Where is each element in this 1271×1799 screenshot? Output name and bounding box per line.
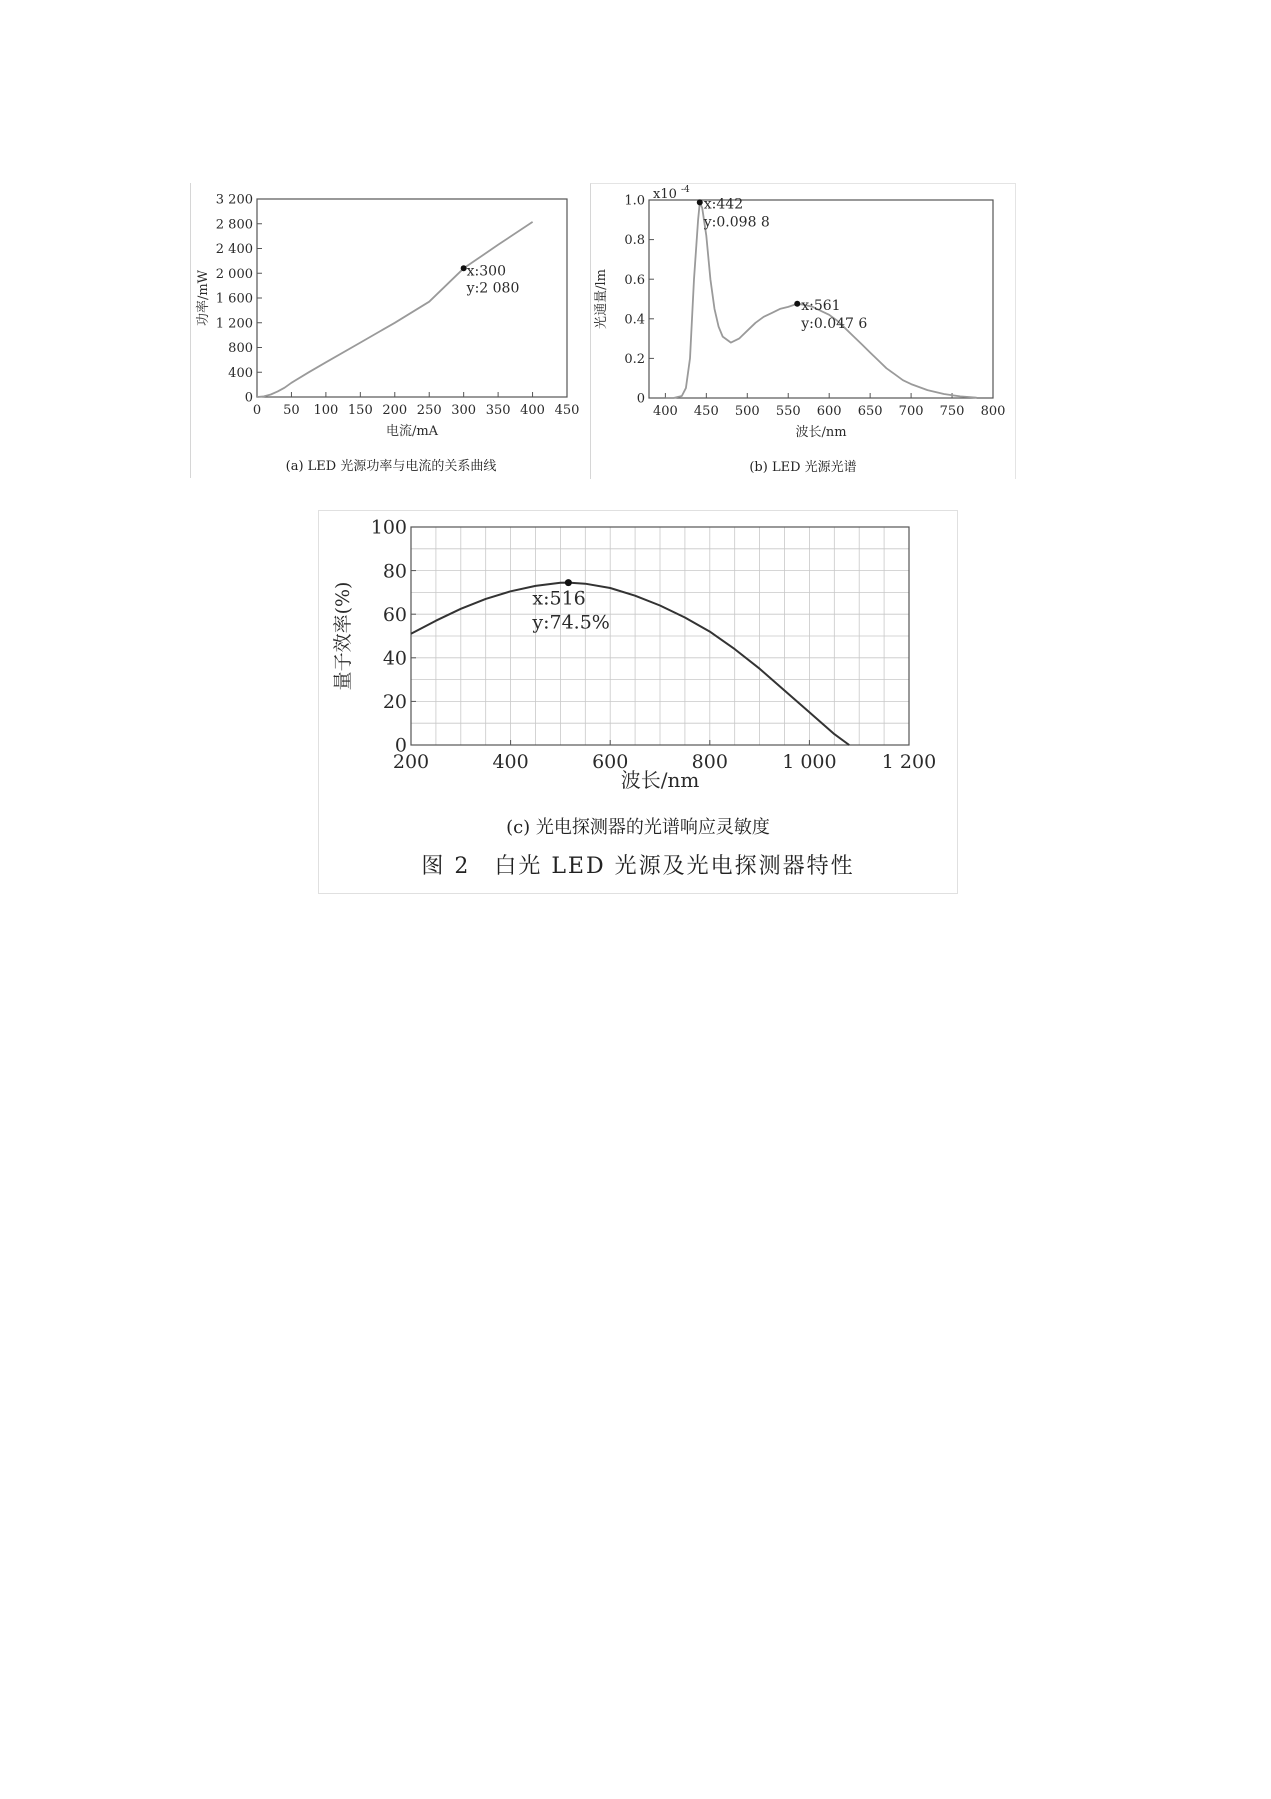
- annotation-y-label: y:74.5%: [532, 611, 610, 634]
- y-tick-label: 0: [244, 390, 253, 406]
- y-tick-label: 400: [228, 365, 253, 381]
- y-tick-label: 2 400: [215, 242, 253, 258]
- x-tick-label: 200: [392, 751, 430, 773]
- y-tick-label: 20: [382, 691, 407, 714]
- annotation-x-label: x:300: [466, 263, 507, 280]
- x-tick-label: 400: [652, 404, 678, 419]
- y-tick-label: 0.6: [624, 272, 645, 288]
- y-scale-exponent: -4: [681, 185, 690, 195]
- series-line-0: [257, 222, 533, 397]
- chart-panel-c: [318, 510, 958, 894]
- x-tick-label: 350: [485, 403, 511, 418]
- x-tick-label: 1 000: [782, 751, 837, 773]
- x-tick-label: 600: [816, 404, 842, 419]
- caption-c: (c) 光电探测器的光谱响应灵敏度: [506, 817, 770, 838]
- y-axis-label: 光通量/lm: [594, 269, 609, 329]
- y-tick-label: 800: [228, 341, 253, 357]
- x-tick-label: 1 200: [881, 751, 937, 773]
- y-tick-label: 3 200: [215, 192, 253, 208]
- x-tick-label: 250: [416, 403, 442, 418]
- x-tick-label: 500: [734, 404, 760, 419]
- x-tick-label: 150: [347, 403, 373, 418]
- chart-panel-a: [190, 183, 591, 478]
- y-tick-label: 1 600: [215, 291, 253, 307]
- y-tick-label: 100: [370, 516, 407, 539]
- y-tick-label: 0: [394, 734, 407, 757]
- data-point-marker: [794, 301, 800, 307]
- data-point-marker: [697, 199, 703, 205]
- x-tick-label: 800: [980, 404, 1006, 419]
- x-tick-label: 700: [898, 404, 924, 419]
- x-tick-label: 400: [520, 403, 545, 418]
- chart-panel-b: [590, 183, 1016, 479]
- y-tick-label: 0: [636, 391, 645, 407]
- x-tick-label: 650: [857, 404, 883, 419]
- y-tick-label: 40: [382, 647, 407, 670]
- y-tick-label: 2 000: [215, 266, 253, 282]
- x-tick-label: 200: [382, 403, 408, 418]
- x-tick-label: 300: [451, 403, 477, 418]
- y-tick-label: 0.8: [624, 233, 645, 249]
- y-scale-label: x10: [653, 187, 677, 202]
- x-axis-label: 波长/nm: [620, 768, 700, 792]
- y-axis-label: 量子效率(%): [332, 581, 354, 691]
- annotation-x-label: x:516: [532, 587, 586, 610]
- y-tick-label: 1.0: [624, 193, 645, 209]
- grid-lines: [411, 527, 909, 745]
- annotation-x-label: x:561: [801, 297, 841, 314]
- series-line-0: [411, 583, 849, 745]
- y-tick-label: 60: [382, 603, 407, 626]
- chart-a: [191, 183, 591, 453]
- y-tick-label: 2 800: [215, 217, 253, 233]
- x-tick-label: 450: [554, 403, 580, 418]
- y-tick-label: 0.4: [624, 312, 645, 328]
- annotation-y-label: y:0.098 8: [703, 214, 770, 231]
- y-tick-label: 0.2: [624, 351, 645, 367]
- caption-a: (a) LED 光源功率与电流的关系曲线: [285, 459, 497, 474]
- x-tick-label: 550: [775, 404, 801, 419]
- x-tick-label: 0: [252, 403, 262, 418]
- y-tick-label: 1 200: [215, 316, 253, 332]
- figure-title: 图 2 白光 LED 光源及光电探测器特性: [421, 854, 855, 879]
- x-axis-label: 电流/mA: [385, 424, 439, 439]
- chart-c: [319, 511, 957, 811]
- x-tick-label: 100: [313, 403, 339, 418]
- plot-frame: [257, 199, 567, 397]
- annotation-y-label: y:0.047 6: [801, 315, 868, 332]
- chart-b: [591, 184, 1015, 454]
- x-tick-label: 50: [283, 403, 300, 418]
- x-axis-label: 波长/nm: [795, 425, 847, 440]
- caption-b: (b) LED 光源光谱: [749, 460, 857, 475]
- annotation-y-label: y:2 080: [466, 280, 520, 297]
- x-tick-label: 600: [592, 751, 629, 773]
- x-tick-label: 800: [691, 751, 728, 773]
- x-tick-label: 400: [492, 751, 529, 773]
- x-tick-label: 450: [693, 404, 719, 419]
- data-point-marker: [565, 579, 572, 586]
- y-tick-label: 80: [382, 560, 407, 583]
- annotation-x-label: x:442: [703, 196, 744, 213]
- y-axis-label: 功率/mW: [196, 269, 211, 327]
- x-tick-label: 750: [939, 404, 965, 419]
